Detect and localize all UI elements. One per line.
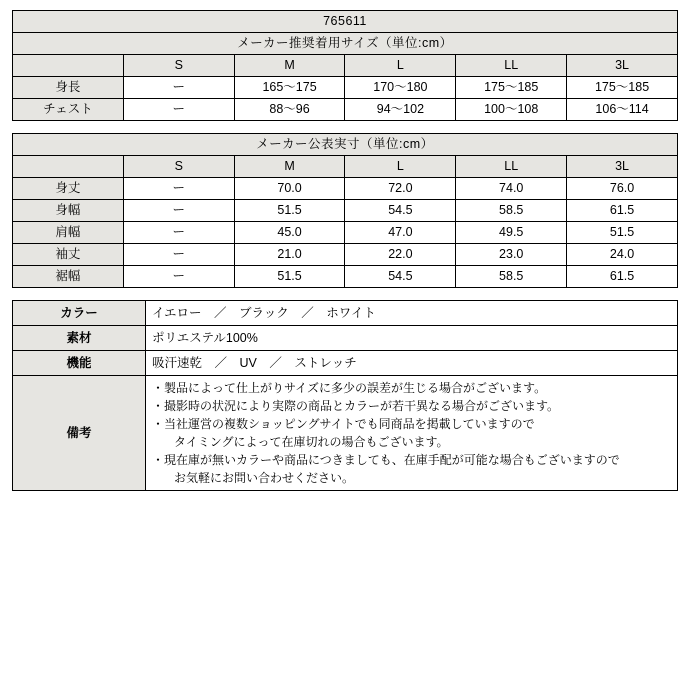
color-label: カラー [13,301,146,326]
table-row [13,200,678,222]
table1-col-2: M [234,55,345,77]
table2-row4-val4: 61.5 [567,266,678,288]
table2-row1-val1: 51.5 [234,200,345,222]
table1-row0-val4: 175〜185 [567,77,678,99]
table2-row0-val0: ー [123,178,234,200]
table2-row2-val2: 47.0 [345,222,456,244]
material-label: 素材 [13,326,146,351]
info-row-material [13,326,678,351]
table2-row1-val3: 58.5 [456,200,567,222]
table1-row0-val3: 175〜185 [456,77,567,99]
table2-row2-label: 肩幅 [13,222,124,244]
color-value: イエロー ／ ブラック ／ ホワイト [146,301,678,326]
table2-row3-val2: 22.0 [345,244,456,266]
info-row-color [13,301,678,326]
table2-row3-val4: 24.0 [567,244,678,266]
table2-col-4: LL [456,156,567,178]
table1-row1-val2: 94〜102 [345,99,456,121]
table2-row2-val4: 51.5 [567,222,678,244]
table1-row0-val1: 165〜175 [234,77,345,99]
table2-title-row [13,134,678,156]
table1-col-3: L [345,55,456,77]
table1-col-0 [13,55,124,77]
table1-title: メーカー推奨着用サイズ（単位:cm） [13,33,678,55]
product-number: 765611 [13,11,678,33]
notes-label: 備考 [13,376,146,491]
table1-row0-label: 身長 [13,77,124,99]
table2-row4-val2: 54.5 [345,266,456,288]
table1-row1-val3: 100〜108 [456,99,567,121]
table1-col-5: 3L [567,55,678,77]
table2-row0-val4: 76.0 [567,178,678,200]
table1-row1-val4: 106〜114 [567,99,678,121]
notes-list [152,379,671,487]
list-item: ・撮影時の状況により実際の商品とカラーが若干異なる場合がございます。 [152,399,560,414]
table2-col-1: S [123,156,234,178]
table-row [13,99,678,121]
table1-title-row [13,33,678,55]
table2-row2-val1: 45.0 [234,222,345,244]
table1-header-row [13,55,678,77]
table-row [13,77,678,99]
info-row-notes [13,376,678,491]
table-row [13,266,678,288]
list-item: ・当社運営の複数ショッピングサイトでも同商品を掲載していますので [152,417,535,432]
table1-row0-val0: ー [123,77,234,99]
product-info-table [12,300,678,491]
list-item: ・製品によって仕上がりサイズに多少の誤差が生じる場合がございます。 [152,381,547,396]
table2-row1-val2: 54.5 [345,200,456,222]
table2-row1-label: 身幅 [13,200,124,222]
table2-row3-label: 袖丈 [13,244,124,266]
table2-row0-label: 身丈 [13,178,124,200]
table2-col-5: 3L [567,156,678,178]
list-item: ・現在庫が無いカラーや商品につきましても、在庫手配が可能な場合もございますので [152,453,620,468]
table2-row4-val0: ー [123,266,234,288]
table2-row2-val0: ー [123,222,234,244]
table2-row1-val4: 61.5 [567,200,678,222]
table2-row1-val0: ー [123,200,234,222]
table1-col-4: LL [456,55,567,77]
table1-col-1: S [123,55,234,77]
table2-row0-val1: 70.0 [234,178,345,200]
table2-row3-val1: 21.0 [234,244,345,266]
table2-row3-val0: ー [123,244,234,266]
function-value: 吸汗速乾 ／ UV ／ ストレッチ [146,351,678,376]
product-number-row [13,11,678,33]
list-item: お気軽にお問い合わせください。 [162,471,355,486]
table-row [13,178,678,200]
actual-measurements-table [12,133,678,288]
table1-row0-val2: 170〜180 [345,77,456,99]
table-row [13,222,678,244]
table2-col-3: L [345,156,456,178]
function-label: 機能 [13,351,146,376]
material-value: ポリエステル100% [146,326,678,351]
table2-row3-val3: 23.0 [456,244,567,266]
list-item: タイミングによって在庫切れの場合もございます。 [162,435,449,450]
notes-value [146,376,678,491]
table2-row0-val3: 74.0 [456,178,567,200]
table2-row4-val1: 51.5 [234,266,345,288]
table2-row4-val3: 58.5 [456,266,567,288]
table2-col-2: M [234,156,345,178]
table2-row0-val2: 72.0 [345,178,456,200]
table1-row1-label: チェスト [13,99,124,121]
table2-row4-label: 裾幅 [13,266,124,288]
table2-title: メーカー公表実寸（単位:cm） [13,134,678,156]
table2-header-row [13,156,678,178]
table2-row2-val3: 49.5 [456,222,567,244]
table2-col-0 [13,156,124,178]
table-row [13,244,678,266]
table1-row1-val1: 88〜96 [234,99,345,121]
table1-row1-val0: ー [123,99,234,121]
info-row-function [13,351,678,376]
recommended-size-table [12,10,678,121]
